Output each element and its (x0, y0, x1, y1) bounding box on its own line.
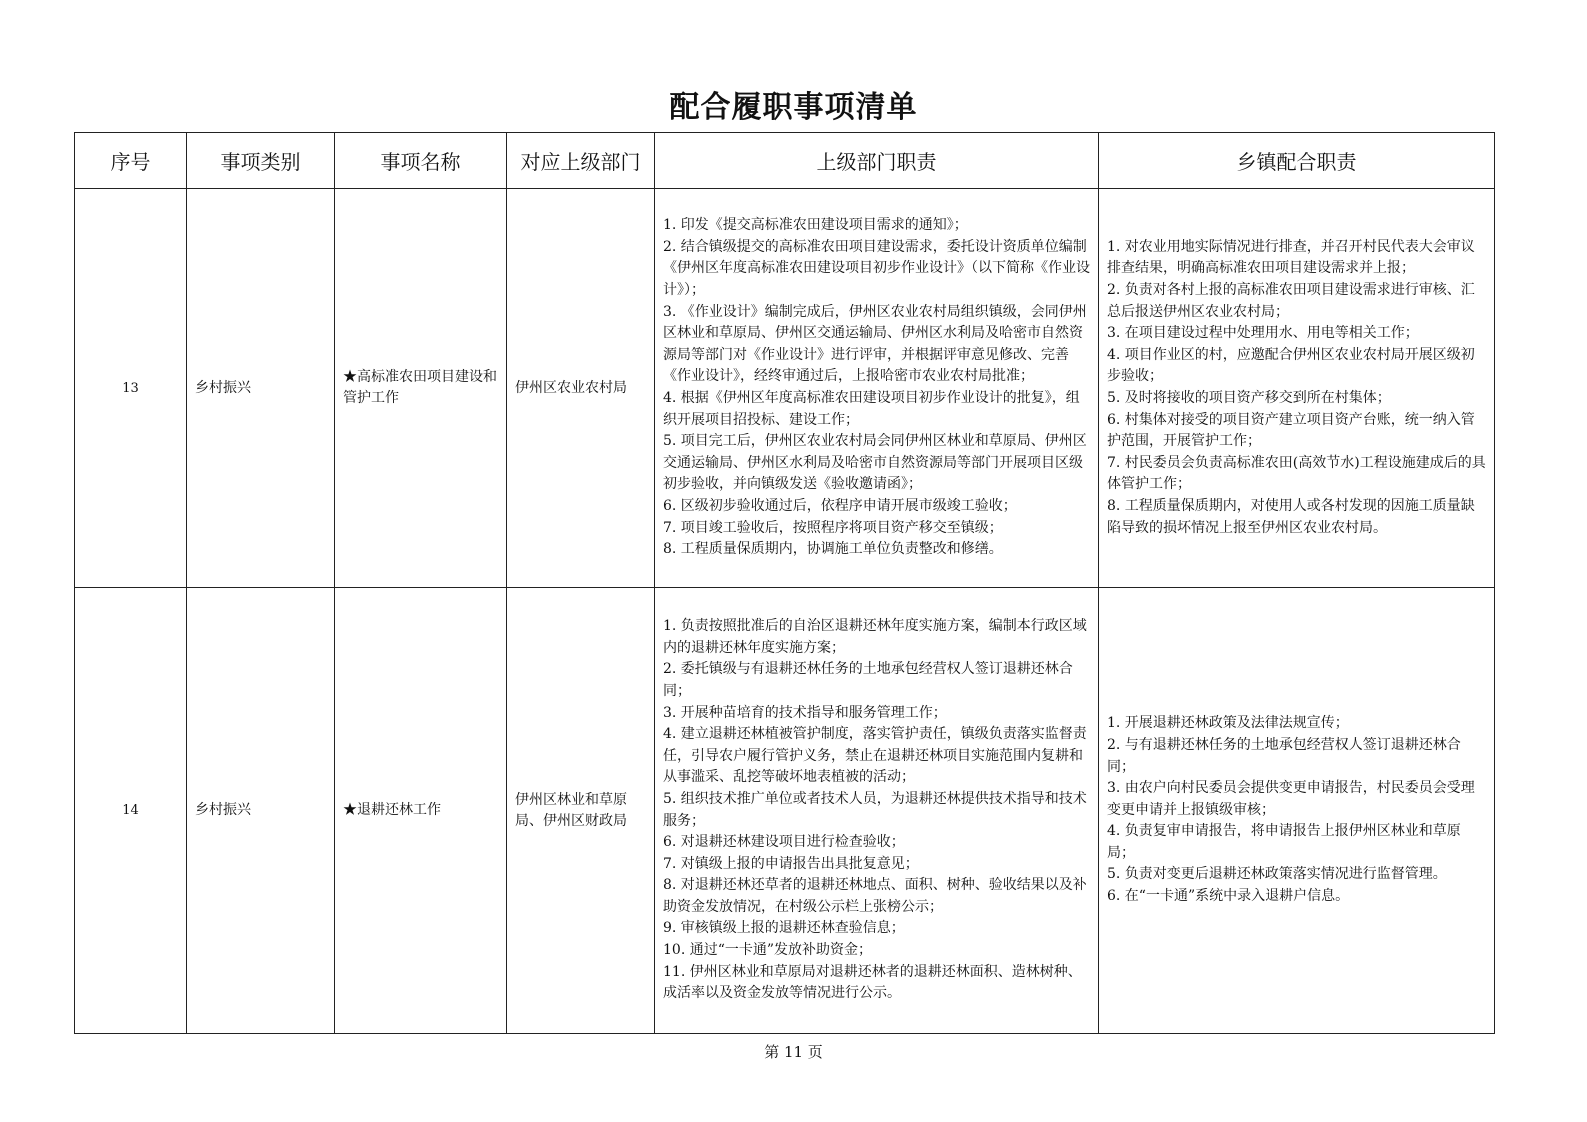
duty-item: 1. 负责按照批准后的自治区退耕还林年度实施方案，编制本行政区域内的退耕还林年度实施方案； (663, 618, 1087, 656)
header-town-duties: 乡镇配合职责 (1099, 133, 1495, 189)
duty-item: 5. 及时将接收的项目资产移交到所在村集体； (1107, 390, 1391, 406)
duty-item: 5. 组织技术推广单位或者技术人员，为退耕还林提供技术指导和技术服务； (663, 790, 1087, 829)
duty-item: 6. 在“一卡通”系统中录入退耕户信息。 (1107, 888, 1350, 905)
duty-item: 10. 通过“一卡通”发放补助资金； (663, 942, 873, 959)
duty-item: 6. 村集体对接受的项目资产建立项目资产台账，统一纳入管护范围，开展管护工作； (1107, 411, 1475, 450)
duty-item: 4. 项目作业区的村，应邀配合伊州区农业农村局开展区级初步验收； (1107, 346, 1475, 385)
duty-item: 4. 建立退耕还林植被管护制度，落实管护责任，镇级负责落实监督责任，引导农户履行管护义务，禁止在退耕还林项目实施范围内复耕和从事滥采、乱挖等破坏地表植被的活动； (663, 726, 1087, 786)
table-row (75, 189, 1495, 588)
upper-duties-cell (655, 189, 1099, 588)
table-row (75, 588, 1495, 1034)
duty-item: 3. 《作业设计》编制完成后，伊州区农业农村局组织镇级，会同伊州区林业和草原局、伊州区交通运输局、伊州区水利局及哈密市自然资源局等部门对《作业设计》进行评审，并根据评审意见修改、完善《作业设计》，经终审通过后，上报哈密市农业农村局批准； (663, 303, 1087, 385)
duty-item: 5. 负责对变更后退耕还林政策落实情况进行监督管理。 (1107, 866, 1447, 883)
row-number: 13 (75, 189, 187, 588)
town-duties-cell (1099, 588, 1495, 1034)
table-header-row (75, 133, 1495, 189)
header-dept: 对应上级部门 (507, 133, 655, 189)
header-num: 序号 (75, 133, 187, 189)
duty-item: 11. 伊州区林业和草原局对退耕还林者的退耕还林面积、造林树种、成活率以及资金发放等情况进行公示。 (663, 963, 1082, 1002)
duty-table (74, 132, 1495, 1034)
header-name: 事项名称 (335, 133, 507, 189)
page-title: 配合履职事项清单 (669, 90, 918, 125)
duty-item: 7. 项目竣工验收后，按照程序将项目资产移交至镇级； (663, 519, 1003, 536)
duty-item: 3. 开展种苗培育的技术指导和服务管理工作； (663, 704, 947, 721)
town-duties-cell (1099, 189, 1495, 588)
page-number: 第 11 页 (764, 1043, 823, 1061)
duty-item: 4. 负责复审申请报告，将申请报告上报伊州区林业和草原局； (1107, 823, 1461, 861)
duty-item: 6. 对退耕还林建设项目进行检查验收； (663, 834, 905, 851)
row-department: 伊州区农业农村局 (507, 189, 655, 588)
duty-item: 7. 对镇级上报的申请报告出具批复意见； (663, 855, 919, 872)
duty-item: 1. 印发《提交高标准农田建设项目需求的通知》； (663, 217, 968, 234)
duty-item: 3. 由农户向村民委员会提供变更申请报告，村民委员会受理变更申请并上报镇级审核； (1107, 780, 1475, 818)
duty-item: 2. 委托镇级与有退耕还林任务的土地承包经营权人签订退耕还林合同； (663, 661, 1073, 699)
row-item-name: ★退耕还林工作 (335, 588, 507, 1034)
row-department: 伊州区林业和草原局、伊州区财政局 (507, 588, 655, 1034)
header-upper-duties: 上级部门职责 (655, 133, 1099, 189)
duty-item: 2. 结合镇级提交的高标准农田项目建设需求，委托设计资质单位编制《伊州区年度高标准农田建设项目初步作业设计》（以下简称《作业设计》）； (663, 238, 1090, 299)
duty-item: 9. 审核镇级上报的退耕还林查验信息； (663, 920, 905, 937)
duty-item: 6. 区级初步验收通过后，依程序申请开展市级竣工验收； (663, 497, 1017, 514)
duty-item: 4. 根据《伊州区年度高标准农田建设项目初步作业设计的批复》，组织开展项目招投标、建设工作； (663, 390, 1080, 428)
row-item-name: ★高标准农田项目建设和管护工作 (335, 189, 507, 588)
row-category: 乡村振兴 (187, 189, 335, 588)
row-category: 乡村振兴 (187, 588, 335, 1034)
duty-item: 2. 与有退耕还林任务的土地承包经营权人签订退耕还林合同； (1107, 736, 1461, 775)
duty-item: 8. 对退耕还林还草者的退耕还林地点、面积、树种、验收结果以及补助资金发放情况，在村级公示栏上张榜公示； (663, 877, 1087, 915)
upper-duties-cell (655, 588, 1099, 1034)
row-number: 14 (75, 588, 187, 1034)
duty-item: 5. 项目完工后，伊州区农业农村局会同伊州区林业和草原局、伊州区交通运输局、伊州区水利局及哈密市自然资源局等部门开展项目区级初步验收，并向镇级发送《验收邀请函》； (663, 433, 1087, 493)
duty-item: 1. 开展退耕还林政策及法律法规宣传； (1107, 715, 1349, 732)
duty-item: 3. 在项目建设过程中处理用水、用电等相关工作； (1107, 325, 1419, 342)
duty-item: 7. 村民委员会负责高标准农田(高效节水)工程设施建成后的具体管护工作； (1107, 454, 1486, 493)
duty-item: 8. 工程质量保质期内，对使用人或各村发现的因施工质量缺陷导致的损坏情况上报至伊州区农业农村局。 (1107, 497, 1475, 536)
duty-item: 8. 工程质量保质期内，协调施工单位负责整改和修缮。 (663, 541, 1003, 558)
header-category: 事项类别 (187, 133, 335, 189)
duty-item: 1. 对农业用地实际情况进行排查，并召开村民代表大会审议排查结果，明确高标准农田项目建设需求并上报； (1107, 238, 1475, 277)
duty-item: 2. 负责对各村上报的高标准农田项目建设需求进行审核、汇总后报送伊州区农业农村局； (1107, 282, 1475, 320)
